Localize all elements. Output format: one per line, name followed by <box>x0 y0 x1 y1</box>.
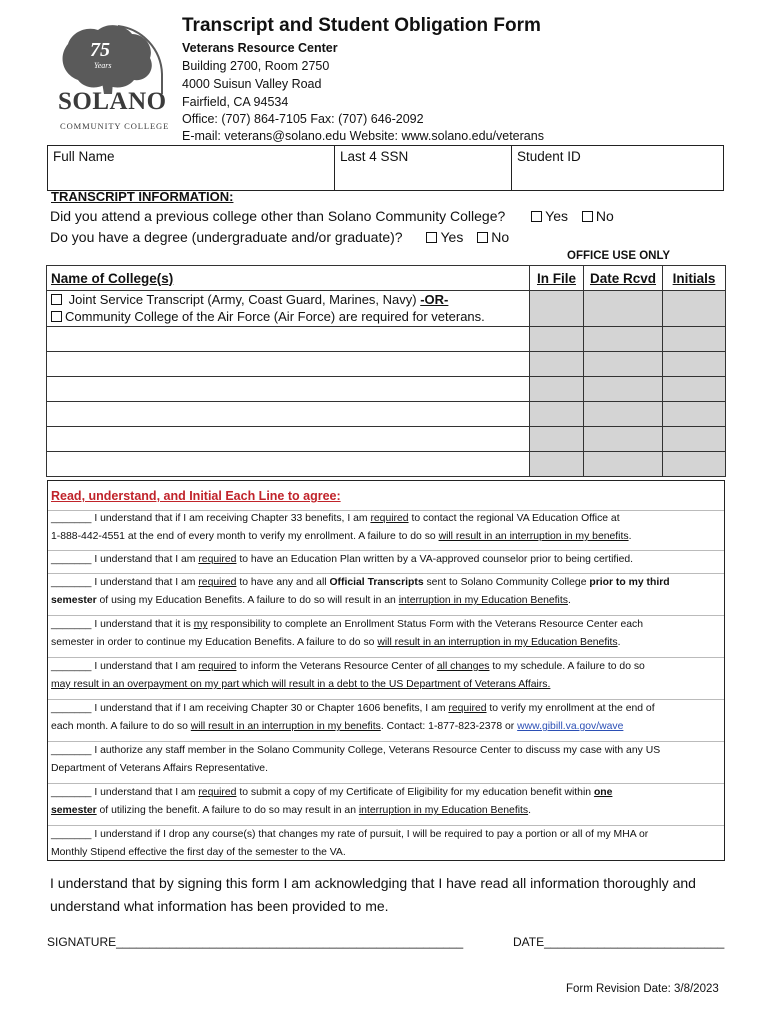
q2-no-option[interactable] <box>477 229 509 245</box>
initials-cell <box>663 291 726 327</box>
transcript-heading: TRANSCRIPT INFORMATION: <box>51 189 234 204</box>
infile-cell <box>530 291 584 327</box>
acknowledgement-text: I understand that by signing this form I am acknowledging that I have read all information thoroughly and understand what information has been provided to me. <box>50 875 696 914</box>
checkbox-icon[interactable] <box>51 294 62 305</box>
initial-blank[interactable]: _______ <box>51 554 92 565</box>
college-name-cell[interactable] <box>47 402 530 427</box>
question-previous-college-text: Did you attend a previous college other than Solano Community College? <box>50 208 506 224</box>
contact-phone: Office: (707) 864-7105 Fax: (707) 646-2092 <box>182 112 424 126</box>
q1-yes-option[interactable] <box>531 208 568 224</box>
term-item-6[interactable]: _______ I understand that if I am receiving Chapter 30 or Chapter 1606 benefits, I am required to verify my enrollment at the end of each month. A failure to do so will result in an interruption in my benefits. Contact: 1-877-823-2378 or www.gibill.va.gov/wave <box>51 703 655 732</box>
col-header-infile: In File <box>530 266 584 291</box>
col-header-name: Name of College(s) <box>47 266 530 291</box>
center-name: Veterans Resource Center <box>182 41 338 55</box>
last4-ssn-label: Last 4 SSN <box>340 149 409 164</box>
col-header-initials: Initials <box>663 266 726 291</box>
address-building: Building 2700, Room 2750 <box>182 59 330 73</box>
checkbox-icon[interactable] <box>477 232 488 243</box>
office-use-label: OFFICE USE ONLY <box>567 250 671 262</box>
college-name-cell[interactable] <box>47 327 530 352</box>
tree-emblem <box>58 22 168 94</box>
initial-blank[interactable]: _______ <box>51 577 92 588</box>
initial-blank[interactable]: _______ <box>51 619 92 630</box>
ccaf-line: Community College of the Air Force (Air Force) are required for veterans. <box>65 309 485 324</box>
term-item-8[interactable]: _______ I understand that I am required to submit a copy of my Certificate of Eligibility for my education benefit within one semester of utilizing the benefit. A failure to do so may result in an interruption in my Education Benefits. <box>51 787 613 816</box>
q1-no-option[interactable] <box>582 208 614 224</box>
term-item-2[interactable]: _______ I understand that I am required to have an Education Plan written by a VA-approved counselor prior to being certified. <box>51 554 634 565</box>
table-row[interactable] <box>47 377 726 402</box>
terms-box <box>47 480 725 861</box>
college-name-cell[interactable] <box>47 452 530 477</box>
date-line[interactable]: DATE___________________________ <box>513 935 725 949</box>
checkbox-icon[interactable] <box>426 232 437 243</box>
terms-title: Read, understand, and Initial Each Line to agree: <box>51 489 341 503</box>
college-row-instructions[interactable] <box>47 291 530 327</box>
term-item-4[interactable]: _______ I understand that it is my responsibility to complete an Enrollment Status Form with the Veterans Resource Center each semester in order to continue my Education Benefits. A failure to do so will result in an interruption in my Education Benefits. <box>51 619 644 648</box>
college-name-cell[interactable] <box>47 352 530 377</box>
checkbox-icon[interactable] <box>582 211 593 222</box>
revision-date: Form Revision Date: 3/8/2023 <box>566 983 719 995</box>
form-title: Transcript and Student Obligation Form <box>182 15 541 36</box>
q2-no-label: No <box>491 229 510 245</box>
date-cell <box>584 291 663 327</box>
logo-anniversary-sub: Years <box>94 61 112 70</box>
jst-line: Joint Service Transcript (Army, Coast Guard, Marines, Navy) <box>68 292 417 307</box>
question-degree-text: Do you have a degree (undergraduate and/or graduate)? <box>50 229 403 245</box>
term-item-9[interactable]: _______ I understand if I drop any course(s) that changes my rate of pursuit, I will be required to pay a portion or all of my MHA or Monthly Stipend effective the first day of the semester to the VA. <box>51 829 649 858</box>
q1-no-label: No <box>595 208 614 224</box>
logo-anniversary: 75 <box>90 39 110 61</box>
col-header-date: Date Rcvd <box>584 266 663 291</box>
student-info-table <box>47 145 724 191</box>
college-logo <box>58 22 168 132</box>
student-id-label: Student ID <box>517 149 581 164</box>
last4-ssn-field[interactable] <box>335 146 512 191</box>
student-id-field[interactable] <box>512 146 724 191</box>
college-table <box>46 265 726 477</box>
gibill-link[interactable]: www.gibill.va.gov/wave <box>517 721 624 732</box>
q2-yes-label: Yes <box>440 229 464 245</box>
address-city: Fairfield, CA 94534 <box>182 95 289 109</box>
question-degree <box>50 229 509 245</box>
term-item-3[interactable]: _______ I understand that I am required to have any and all Official Transcripts sent to Solano Community College prior to my third semester of using my Education Benefits. A failure to do so will result in an interruption in my Education Benefits. <box>51 577 670 606</box>
term-item-5[interactable]: _______ I understand that I am required to inform the Veterans Resource Center of all changes to my schedule. A failure to do so may result in an overpayment on my part which will result in a debt to the US Department of Veterans Affairs. <box>51 661 645 690</box>
logo-wordmark: SOLANO <box>58 88 167 115</box>
initial-blank[interactable]: _______ <box>51 829 92 840</box>
table-row[interactable] <box>47 327 726 352</box>
contact-email: E-mail: veterans@solano.edu Website: www.solano.edu/veterans <box>182 129 544 143</box>
q1-yes-label: Yes <box>545 208 569 224</box>
checkbox-icon[interactable] <box>531 211 542 222</box>
initial-blank[interactable]: _______ <box>51 661 92 672</box>
initial-blank[interactable]: _______ <box>51 513 92 524</box>
college-name-cell[interactable] <box>47 377 530 402</box>
or-label: -OR- <box>420 292 449 307</box>
table-row[interactable] <box>47 452 726 477</box>
logo-subtitle: COMMUNITY COLLEGE <box>60 121 170 131</box>
term-item-1[interactable]: _______ I understand that if I am receiving Chapter 33 benefits, I am required to contact the regional VA Education Office at 1-888-442-4551 at the end of every month to verify my enrollment. A failure to do so will result in an interruption in my benefits. <box>51 513 632 542</box>
question-previous-college <box>50 208 614 224</box>
term-item-7[interactable]: _______ I authorize any staff member in the Solano Community College, Veterans Resource Center to discuss my case with any US Department of Veterans Affairs Representative. <box>51 745 661 774</box>
full-name-label: Full Name <box>53 149 115 164</box>
initial-blank[interactable]: _______ <box>51 745 92 756</box>
college-name-cell[interactable] <box>47 427 530 452</box>
address-street: 4000 Suisun Valley Road <box>182 77 322 91</box>
table-row[interactable] <box>47 402 726 427</box>
table-row[interactable] <box>47 427 726 452</box>
q2-yes-option[interactable] <box>426 229 463 245</box>
table-row[interactable] <box>47 352 726 377</box>
signature-line[interactable]: SIGNATURE____________________________________________________ <box>47 935 464 949</box>
full-name-field[interactable] <box>48 146 335 191</box>
initial-blank[interactable]: _______ <box>51 703 92 714</box>
initial-blank[interactable]: _______ <box>51 787 92 798</box>
checkbox-icon[interactable] <box>51 311 62 322</box>
